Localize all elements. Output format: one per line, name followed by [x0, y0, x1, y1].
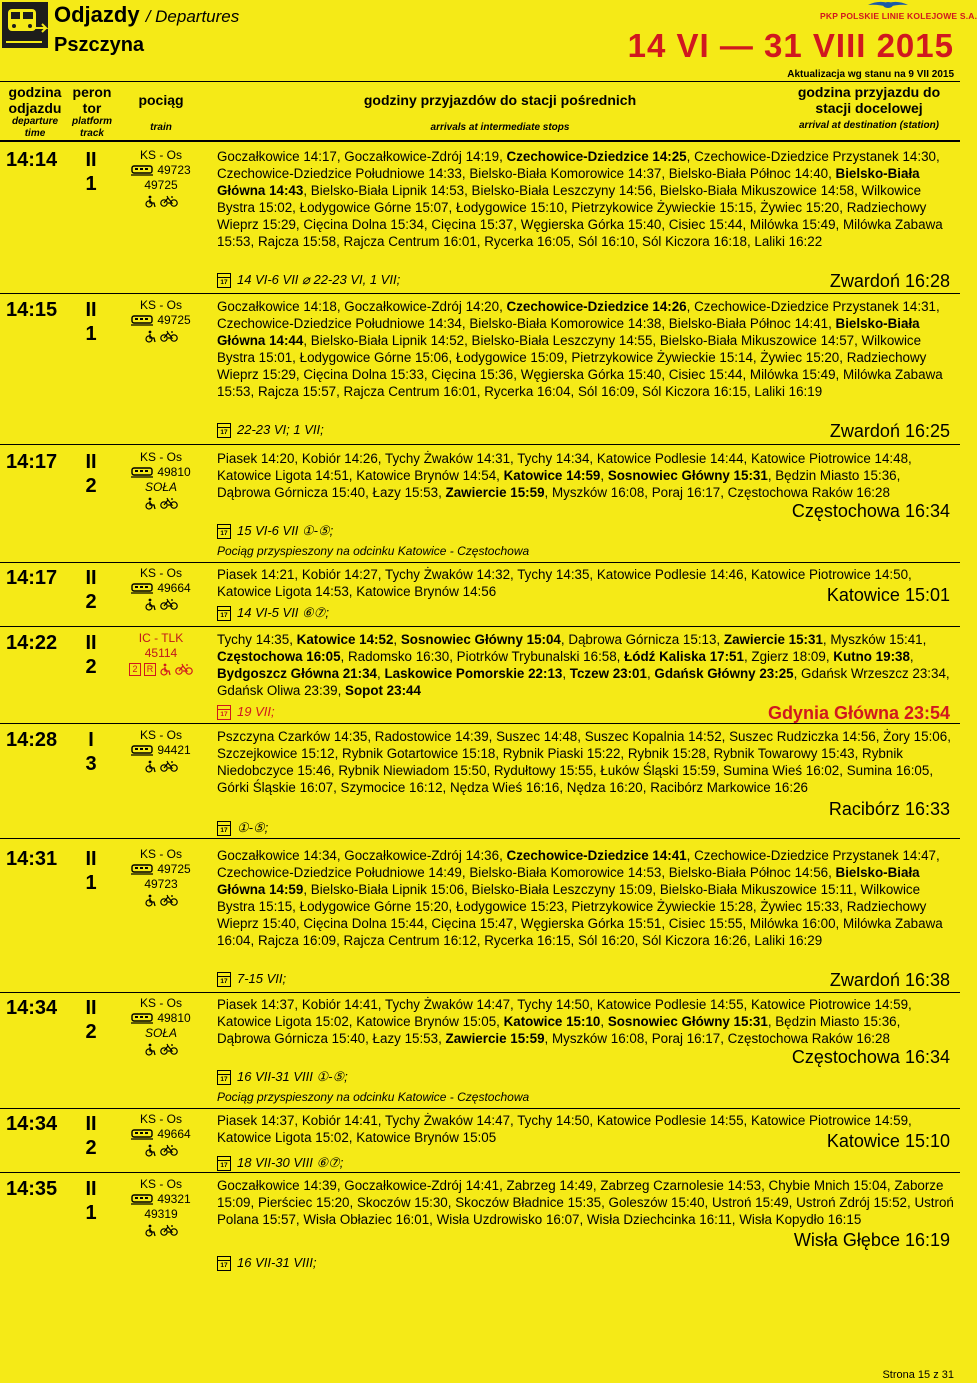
train-info	[118, 298, 204, 343]
train-category: IC - TLK	[138, 631, 184, 645]
train-amenities	[118, 1224, 204, 1237]
reservation-icon: R	[144, 663, 156, 676]
train-info	[118, 1177, 204, 1237]
calendar-note-text: 15 VI-6 VII ①-⑤;	[237, 523, 334, 538]
platform-number: II	[85, 848, 97, 870]
platform-number: II	[85, 567, 97, 589]
train-category: KS - Os	[139, 148, 182, 162]
train-number: 49725	[144, 178, 178, 192]
validity-period: 14 VI — 31 VIII 2015	[627, 27, 954, 64]
train-number	[118, 1011, 204, 1026]
intermediate-stops: Pszczyna Czarków 14:35, Radostowice 14:39, Suszec 14:48, Suszec Kopalnia 14:52, Suszec Rudziczka 14:56, Żory 15:06, Szczejkowice 15:12, Rybnik Gotartowice 15:18, Rybnik Piaski 15:22, Rybnik 15:28, Rybnik Towarowy 15:43, Rybnik Niedobczyce 15:46, Rybnik Niewiadom 15:50, Rydułtowy 15:55, Łuków Śląski 15:59, Sumina Wieś 16:02, Sumina 16:05, Górki Śląskie 16:07, Szymocice 16:12, Nędza Wieś 16:16, Nędza 16:20, Racibórz Markowice 16:26	[217, 729, 951, 795]
col-dest-pl1: godzina przyjazdu do	[797, 84, 941, 100]
bicycle-icon	[160, 497, 178, 509]
page-title	[54, 2, 239, 30]
row-divider	[0, 838, 960, 839]
departure-row	[0, 631, 960, 723]
train-amenities	[118, 663, 204, 676]
train-amenities	[118, 894, 204, 907]
row-divider	[0, 1108, 960, 1109]
platform-number: II	[85, 632, 97, 654]
departure-row	[0, 1177, 960, 1277]
track-number: 2	[85, 1137, 97, 1159]
col-time-en2: time	[24, 128, 46, 139]
col-header-train	[118, 92, 204, 134]
bicycle-icon	[160, 760, 178, 772]
calendar-note	[217, 422, 324, 438]
intermediate-stops: Goczałkowice 14:34, Goczałkowice-Zdrój 14:36, Czechowice-Dziedzice 14:41, Czechowice-Dziedzice Przystanek 14:47, Czechowice-Dziedzice Południowe 14:49, Bielsko-Biała Komorowice 14:53, Bielsko-Biała Północ 14:56, Bielsko-Biała Główna 14:59, Bielsko-Biała Lipnik 15:06, Bielsko-Biała Leszczyny 15:09, Bielsko-Biała Mikuszowice 15:11, Wilkowice Bystra 15:15, Łodygowice Górne 15:20, Łodygowice 15:23, Pietrzykowice Żywieckie 15:28, Żywiec 15:33, Radziechowy Wieprz 15:40, Cięcina Dolna 15:44, Cięcina 15:47, Węgierska Górka 15:51, Cisiec 15:55, Milówka 16:00, Milówka Zabawa 16:04, Rajcza 16:09, Rajcza Centrum 16:12, Rycerka 16:15, Sól 16:20, Sól Kiczora 16:26, Laliki 16:29	[217, 848, 943, 948]
platform-track	[80, 847, 102, 895]
departure-time: 14:31	[6, 848, 58, 870]
col-track-en2: track	[80, 128, 104, 139]
intermediate-stops: Piasek 14:37, Kobiór 14:41, Tychy Żwaków 14:47, Tychy 14:50, Katowice Podlesie 14:55, Katowice Piotrowice 14:59, Katowice Ligota 15:02, Katowice Brynów 15:05	[217, 1113, 912, 1145]
train-icon	[131, 315, 153, 326]
calendar-icon	[217, 821, 231, 836]
calendar-icon	[217, 972, 231, 987]
title-pl: Odjazdy	[54, 2, 140, 27]
calendar-note-text: 16 VII-31 VIII ①-⑤;	[237, 1069, 348, 1084]
train-category: KS - Os	[139, 450, 182, 464]
train-number-text: 45114	[144, 646, 178, 660]
train-icon	[131, 1013, 153, 1024]
col-header-dest	[780, 84, 958, 132]
calendar-icon	[217, 1070, 231, 1085]
calendar-note-text: 7-15 VII;	[237, 971, 287, 986]
wheelchair-icon	[144, 1224, 157, 1237]
train-icon	[131, 467, 153, 478]
track-number: 1	[85, 872, 97, 894]
col-stops-en: arrivals at intermediate stops	[430, 122, 570, 133]
calendar-note	[217, 523, 333, 539]
destination: Katowice 15:10	[826, 1131, 950, 1151]
wheelchair-icon	[144, 330, 157, 343]
row-divider	[0, 626, 960, 627]
train-category: KS - Os	[139, 847, 182, 861]
intermediate-stops: Goczałkowice 14:18, Goczałkowice-Zdrój 14:20, Czechowice-Dziedzice 14:26, Czechowice-Dziedzice Przystanek 14:31, Czechowice-Dziedzice Południowe 14:34, Bielsko-Biała Komorowice 14:38, Bielsko-Biała Północ 14:41, Bielsko-Biała Główna 14:44, Bielsko-Biała Lipnik 14:52, Bielsko-Biała Leszczyny 14:55, Bielsko-Biała Mikuszowice 14:57, Wilkowice Bystra 15:01, Łodygowice Górne 15:06, Łodygowice 15:09, Pietrzykowice Żywieckie 15:14, Żywiec 15:20, Radziechowy Wieprz 15:29, Cięcina Dolna 15:33, Cięcina 15:36, Węgierska Górka 15:40, Cisiec 15:44, Milówka 15:49, Milówka Zabawa 15:53, Rajcza 15:57, Rajcza Centrum 16:01, Rycerka 16:04, Sól 16:09, Sól Kiczora 16:15, Laliki 16:19	[217, 299, 943, 399]
departure-time: 14:15	[6, 299, 58, 321]
calendar-note-text: 14 VI-5 VII ⑥⑦;	[237, 605, 329, 620]
train-number	[118, 646, 204, 661]
row-divider	[0, 444, 960, 445]
train-number-text: 49723	[157, 163, 191, 177]
train-category: KS - Os	[139, 996, 182, 1010]
track-number: 1	[85, 173, 97, 195]
platform-track	[80, 450, 102, 498]
train-number-text: 49810	[157, 1011, 191, 1025]
train-info	[118, 847, 204, 907]
platform-track	[80, 1177, 102, 1225]
col-stops-pl: godziny przyjazdów do stacji pośrednich	[363, 92, 637, 108]
wheelchair-icon	[144, 1144, 157, 1157]
header-rule	[0, 81, 960, 82]
train-category: KS - Os	[139, 298, 182, 312]
train-amenities	[118, 1043, 204, 1056]
train-icon	[131, 864, 153, 875]
departure-row	[0, 847, 960, 992]
calendar-icon	[217, 423, 231, 438]
platform-track	[80, 298, 102, 346]
col-train-pl: pociąg	[138, 92, 184, 108]
departure-row	[0, 148, 960, 293]
train-info	[118, 1112, 204, 1157]
train-icon	[131, 165, 153, 176]
train-info	[118, 450, 204, 510]
train-number: 49723	[144, 877, 178, 891]
platform-track	[80, 148, 102, 196]
bicycle-icon	[160, 1224, 178, 1236]
departure-time: 14:22	[6, 632, 58, 654]
platform-number: II	[85, 451, 97, 473]
platform-number: I	[88, 729, 94, 751]
calendar-icon	[217, 1256, 231, 1271]
destination: Częstochowa 16:34	[791, 501, 950, 521]
destination: Wisła Głębce 16:19	[793, 1230, 950, 1250]
platform-track	[80, 566, 102, 614]
class-2-icon: 2	[129, 663, 141, 676]
departure-time: 14:28	[6, 729, 58, 751]
intermediate-stops: Piasek 14:37, Kobiór 14:41, Tychy Żwaków 14:47, Tychy 14:50, Katowice Podlesie 14:55, Katowice Piotrowice 14:59, Katowice Ligota 15:02, Katowice Brynów 15:05, Katowice 15:10, Sosnowiec Główny 15:31, Będzin Miasto 15:36, Dąbrowa Górnicza 15:40, Łazy 15:53, Zawiercie 15:59, Myszków 16:08, Poraj 16:17, Częstochowa Raków 16:28	[217, 997, 912, 1046]
col-time-pl1: godzina	[8, 84, 62, 100]
calendar-icon	[217, 1156, 231, 1171]
train-category: KS - Os	[139, 1112, 182, 1126]
train-icon	[131, 583, 153, 594]
platform-track	[80, 728, 102, 776]
calendar-note-text: ①-⑤;	[237, 820, 269, 835]
destination: Zwardoń 16:38	[829, 970, 950, 990]
row-divider	[0, 723, 960, 724]
train-number	[118, 743, 204, 758]
row-divider	[0, 1172, 960, 1173]
col-track-en1: platform	[72, 116, 112, 127]
calendar-note	[217, 1255, 317, 1271]
train-info	[118, 996, 204, 1056]
destination: Racibórz 16:33	[828, 799, 950, 819]
bicycle-icon	[175, 663, 193, 675]
calendar-icon	[217, 524, 231, 539]
train-number	[118, 313, 204, 328]
departure-time: 14:34	[6, 997, 58, 1019]
column-header-rule	[0, 140, 960, 142]
train-icon	[131, 1194, 153, 1205]
train-category: KS - Os	[139, 1177, 182, 1191]
train-number-text: 49810	[157, 465, 191, 479]
departure-row	[0, 728, 960, 838]
col-time-pl2: odjazdu	[8, 100, 62, 116]
departures-logo-icon	[2, 2, 48, 48]
calendar-note-text: 19 VII;	[237, 704, 275, 719]
train-number	[118, 862, 204, 877]
update-info: Aktualizacja wg stanu na 9 VII 2015	[787, 69, 954, 80]
departure-row	[0, 298, 960, 444]
calendar-note-text: 16 VII-31 VIII;	[237, 1255, 317, 1270]
platform-track	[80, 631, 102, 679]
wheelchair-icon	[144, 1043, 157, 1056]
wheelchair-icon	[144, 598, 157, 611]
train-number-text: 49725	[157, 313, 191, 327]
col-dest-pl2: stacji docelowej	[815, 100, 923, 116]
title-en: / Departures	[145, 7, 240, 26]
departure-time: 14:14	[6, 149, 58, 171]
platform-track	[80, 996, 102, 1044]
col-track-pl2: tor	[82, 100, 102, 116]
train-number-text: 94421	[157, 743, 191, 757]
train-number	[118, 1127, 204, 1142]
bicycle-icon	[160, 894, 178, 906]
train-number	[118, 163, 204, 178]
bicycle-icon	[160, 195, 178, 207]
intermediate-stops: Goczałkowice 14:17, Goczałkowice-Zdrój 14:19, Czechowice-Dziedzice 14:25, Czechowice-Dziedzice Przystanek 14:30, Czechowice-Dziedzice Południowe 14:33, Bielsko-Biała Komorowice 14:37, Bielsko-Biała Północ 14:40, Bielsko-Biała Główna 14:43, Bielsko-Biała Lipnik 14:53, Bielsko-Biała Leszczyny 14:56, Bielsko-Biała Mikuszowice 14:58, Wilkowice Bystra 15:02, Łodygowice Górne 15:07, Łodygowice 15:10, Pietrzykowice Żywieckie 15:15, Żywiec 15:20, Radziechowy Wieprz 15:29, Cięcina Dolna 15:34, Cięcina 15:37, Węgierska Górka 15:40, Cisiec 15:44, Milówka 15:49, Milówka Zabawa 15:53, Rajcza 15:58, Rajcza Centrum 16:01, Rycerka 16:05, Sól 16:10, Sól Kiczora 16:18, Laliki 16:22	[217, 149, 943, 249]
calendar-note-text: 22-23 VI; 1 VII;	[237, 422, 324, 437]
bicycle-icon	[160, 1144, 178, 1156]
departure-time: 14:17	[6, 451, 58, 473]
train-icon	[131, 1129, 153, 1140]
calendar-icon	[217, 273, 231, 288]
wheelchair-icon	[144, 195, 157, 208]
train-number	[118, 465, 204, 480]
calendar-note-text: 14 VI-6 VII ⌀ 22-23 VI, 1 VII;	[237, 272, 401, 287]
station-name: Pszczyna	[54, 34, 145, 56]
intermediate-stops: Tychy 14:35, Katowice 14:52, Sosnowiec Główny 15:04, Dąbrowa Górnicza 15:13, Zawiercie 15:31, Myszków 15:41, Częstochowa 16:05, Radomsko 16:30, Piotrków Trybunalski 16:58, Łódź Kaliska 17:51, Zgierz 18:09, Kutno 19:38, Bydgoszcz Główna 21:34, Laskowice Pomorskie 22:13, Tczew 23:01, Gdańsk Główny 23:25, Gdańsk Wrzeszcz 23:34, Gdańsk Oliwa 23:39, Sopot 23:44	[217, 632, 950, 698]
col-header-track	[68, 84, 116, 140]
train-number	[118, 1192, 204, 1207]
wheelchair-icon	[159, 663, 172, 676]
calendar-icon	[217, 606, 231, 621]
train-icon	[131, 745, 153, 756]
train-number-text: 49725	[157, 862, 191, 876]
track-number: 2	[85, 1021, 97, 1043]
train-category: KS - Os	[139, 728, 182, 742]
track-number: 2	[85, 591, 97, 613]
destination: Częstochowa 16:34	[791, 1047, 950, 1067]
wheelchair-icon	[144, 760, 157, 773]
departure-time: 14:34	[6, 1113, 58, 1135]
calendar-icon	[217, 705, 231, 720]
platform-track	[80, 1112, 102, 1160]
train-name: SOŁA	[144, 480, 177, 494]
col-header-stops	[280, 92, 720, 134]
acceleration-note: Pociąg przyspieszony na odcinku Katowice - Częstochowa	[217, 544, 530, 558]
col-time-en1: departure	[11, 116, 59, 127]
calendar-note	[217, 1155, 343, 1171]
train-amenities	[118, 195, 204, 208]
track-number: 2	[85, 475, 97, 497]
destination: Zwardoń 16:25	[829, 421, 950, 441]
departure-row	[0, 450, 960, 562]
train-number-text: 49664	[157, 1127, 191, 1141]
bicycle-icon	[160, 330, 178, 342]
departure-time: 14:35	[6, 1178, 58, 1200]
destination: Katowice 15:01	[826, 585, 950, 605]
intermediate-stops: Goczałkowice 14:39, Goczałkowice-Zdrój 14:41, Zabrzeg 14:49, Zabrzeg Czarnolesie 14:53, Chybie Mnich 15:04, Zaborze 15:09, Pierściec 15:20, Skoczów 15:30, Skoczów Bładnice 15:35, Goleszów 15:40, Ustroń 15:49, Ustroń Zdrój 15:52, Ustroń Polana 15:57, Wisła Obłaziec 16:01, Wisła Uzdrowisko 16:07, Wisła Dziechcinka 16:11, Wisła Kopydło 16:15	[217, 1178, 954, 1227]
row-divider	[0, 293, 960, 294]
train-number	[118, 581, 204, 596]
calendar-note-text: 18 VII-30 VIII ⑥⑦;	[237, 1155, 344, 1170]
destination: Gdynia Główna 23:54	[767, 703, 950, 723]
calendar-note	[217, 704, 275, 720]
destination: Zwardoń 16:28	[829, 271, 950, 291]
train-amenities	[118, 1144, 204, 1157]
row-divider	[0, 992, 960, 993]
pkp-wing-icon	[868, 0, 908, 11]
departure-row	[0, 566, 960, 626]
departure-time: 14:17	[6, 567, 58, 589]
platform-number: II	[85, 997, 97, 1019]
train-amenities	[118, 760, 204, 773]
platform-number: II	[85, 1178, 97, 1200]
acceleration-note: Pociąg przyspieszony na odcinku Katowice - Częstochowa	[217, 1090, 530, 1104]
bicycle-icon	[160, 598, 178, 610]
train-amenities	[118, 497, 204, 510]
calendar-note	[217, 272, 400, 288]
train-info	[118, 728, 204, 773]
calendar-note	[217, 820, 268, 836]
calendar-note	[217, 1069, 348, 1085]
calendar-note	[217, 971, 286, 987]
track-number: 2	[85, 656, 97, 678]
intermediate-stops: Piasek 14:21, Kobiór 14:27, Tychy Żwaków 14:32, Tychy 14:35, Katowice Podlesie 14:46, Katowice Piotrowice 14:50, Katowice Ligota 14:53, Katowice Brynów 14:56	[217, 567, 912, 599]
col-train-en: train	[150, 122, 172, 133]
operator-name: PKP POLSKIE LINIE KOLEJOWE S.A.	[820, 11, 977, 21]
train-number: 49319	[144, 1207, 178, 1221]
col-header-time	[2, 84, 68, 140]
track-number: 1	[85, 323, 97, 345]
train-name: SOŁA	[144, 1026, 177, 1040]
platform-number: II	[85, 149, 97, 171]
departure-row	[0, 996, 960, 1108]
intermediate-stops: Piasek 14:20, Kobiór 14:26, Tychy Żwaków 14:31, Tychy 14:34, Katowice Podlesie 14:44, Katowice Piotrowice 14:48, Katowice Ligota 14:51, Katowice Brynów 14:54, Katowice 14:59, Sosnowiec Główny 15:31, Będzin Miasto 15:36, Dąbrowa Górnicza 15:40, Łazy 15:53, Zawiercie 15:59, Myszków 16:08, Poraj 16:17, Częstochowa Raków 16:28	[217, 451, 912, 500]
page-footer: Strona 15 z 31	[882, 1369, 954, 1381]
platform-number: II	[85, 299, 97, 321]
wheelchair-icon	[144, 497, 157, 510]
track-number: 3	[85, 753, 97, 775]
train-number-text: 49664	[157, 581, 191, 595]
wheelchair-icon	[144, 894, 157, 907]
departure-row	[0, 1112, 960, 1172]
train-info	[118, 148, 204, 208]
bicycle-icon	[160, 1043, 178, 1055]
col-dest-en: arrival at destination (station)	[798, 120, 940, 131]
row-divider	[0, 562, 960, 563]
train-amenities	[118, 598, 204, 611]
col-track-pl1: peron	[72, 84, 112, 100]
calendar-note	[217, 605, 329, 621]
train-amenities	[118, 330, 204, 343]
pkp-logo	[820, 0, 977, 22]
track-number: 1	[85, 1202, 97, 1224]
train-info	[118, 631, 204, 676]
train-number-text: 49321	[157, 1192, 191, 1206]
platform-number: II	[85, 1113, 97, 1135]
train-info	[118, 566, 204, 611]
train-category: KS - Os	[139, 566, 182, 580]
